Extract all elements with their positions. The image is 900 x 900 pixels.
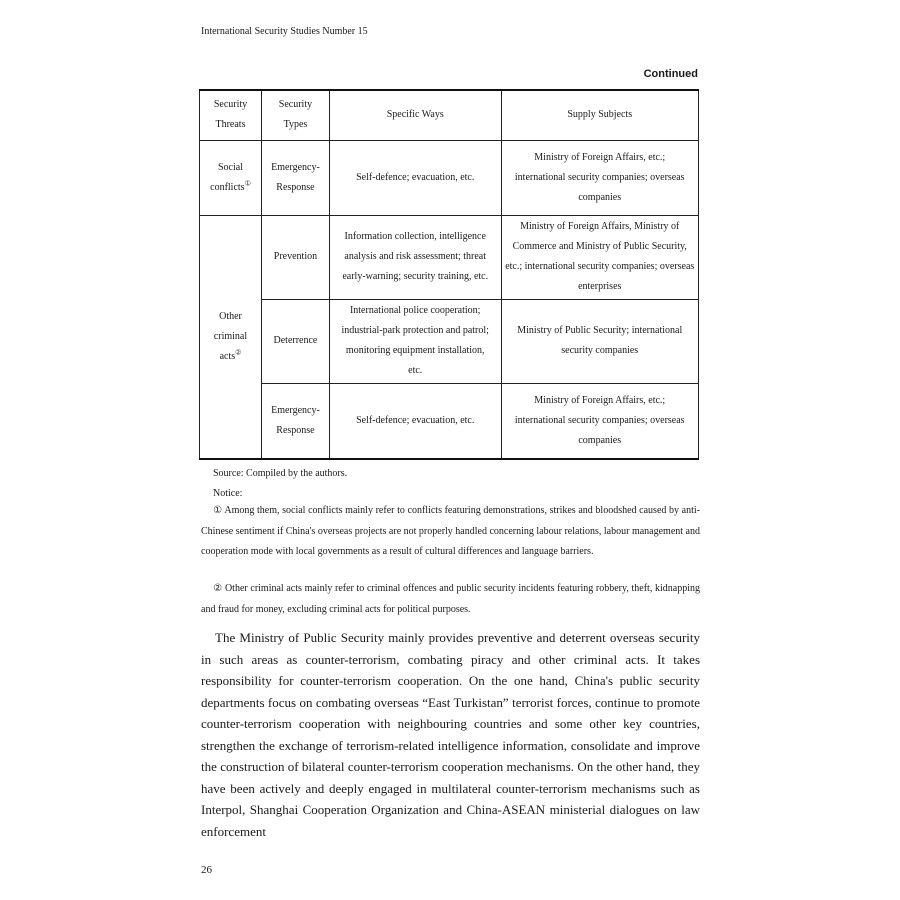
- threat-cell: [200, 215, 262, 459]
- threat-cell: [200, 140, 262, 215]
- subjects-cell: Ministry of Foreign Affairs, etc.; international security companies; overseas companies: [501, 140, 699, 215]
- footnote-marker: ②: [235, 348, 242, 357]
- footnote-1-text: ① Among them, social conflicts mainly refer to conflicts featuring demonstrations, strikes and bloodshed caused by anti-Chinese sentiment if China's overseas projects are not properly handled concerning labour relations, labour management and cooperation mode with local governments as a result of cultural differences and language barriers.: [201, 505, 700, 557]
- notice-label: Notice:: [213, 488, 243, 499]
- page-number: 26: [201, 864, 212, 876]
- table-row: [200, 215, 699, 299]
- ways-cell: Information collection, intelligence analysis and risk assessment; threat early-warning; security training, etc.: [329, 215, 501, 299]
- table-header-row: [200, 90, 699, 140]
- header-security-types: Security Types: [261, 90, 329, 140]
- type-cell: Emergency-Response: [261, 383, 329, 459]
- subjects-cell: Ministry of Public Security; international security companies: [501, 299, 699, 383]
- subjects-cell: Ministry of Foreign Affairs, etc.; international security companies; overseas companies: [501, 383, 699, 459]
- table-row: [200, 383, 699, 459]
- type-cell: Emergency-Response: [261, 140, 329, 215]
- ways-cell: International police cooperation; industrial-park protection and patrol; monitoring equipment installation, etc.: [329, 299, 501, 383]
- header-security-threats: Security Threats: [200, 90, 262, 140]
- table-source: Source: Compiled by the authors.: [213, 468, 348, 479]
- header-specific-ways: Specific Ways: [329, 90, 501, 140]
- footnote-2: [201, 579, 700, 620]
- table-row: [200, 299, 699, 383]
- type-cell: Prevention: [261, 215, 329, 299]
- table-row: [200, 140, 699, 215]
- header-supply-subjects: Supply Subjects: [501, 90, 699, 140]
- subjects-cell: Ministry of Foreign Affairs, Ministry of Commerce and Ministry of Public Security, etc.; international security companies; overseas enterprises: [501, 215, 699, 299]
- footnote-marker: ①: [244, 179, 251, 188]
- threat-label: Social conflicts: [210, 161, 245, 193]
- body-paragraph: The Ministry of Public Security mainly provides preventive and deterrent overseas security in such areas as counter-terrorism, combating piracy and other criminal acts. It takes responsibility for counter-terrorism cooperation. On the one hand, China's public security departments focus on combating overseas “East Turkistan” terrorist forces, continue to promote counter-terrorism cooperation with neighbouring countries and some other key countries, strengthen the exchange of terrorism-related intelligence information, consolidate and improve the construction of bilateral counter-terrorism cooperation mechanisms. On the other hand, they have been actively and deeply engaged in multilateral counter-terrorism mechanisms such as Interpol, Shanghai Cooperation Organization and China-ASEAN ministerial dialogues on law enforcement: [201, 630, 700, 839]
- ways-cell: Self-defence; evacuation, etc.: [329, 383, 501, 459]
- footnote-2-text: ② Other criminal acts mainly refer to criminal offences and public security incidents featuring robbery, theft, kidnapping and fraud for money, excluding criminal acts for political purposes.: [201, 583, 700, 615]
- security-table: [199, 89, 699, 460]
- type-cell: Deterrence: [261, 299, 329, 383]
- threat-label: Other criminal acts: [213, 310, 248, 362]
- running-head: International Security Studies Number 15: [201, 26, 368, 37]
- ways-cell: Self-defence; evacuation, etc.: [329, 140, 501, 215]
- footnote-1: [201, 501, 700, 563]
- continued-label: Continued: [643, 68, 698, 80]
